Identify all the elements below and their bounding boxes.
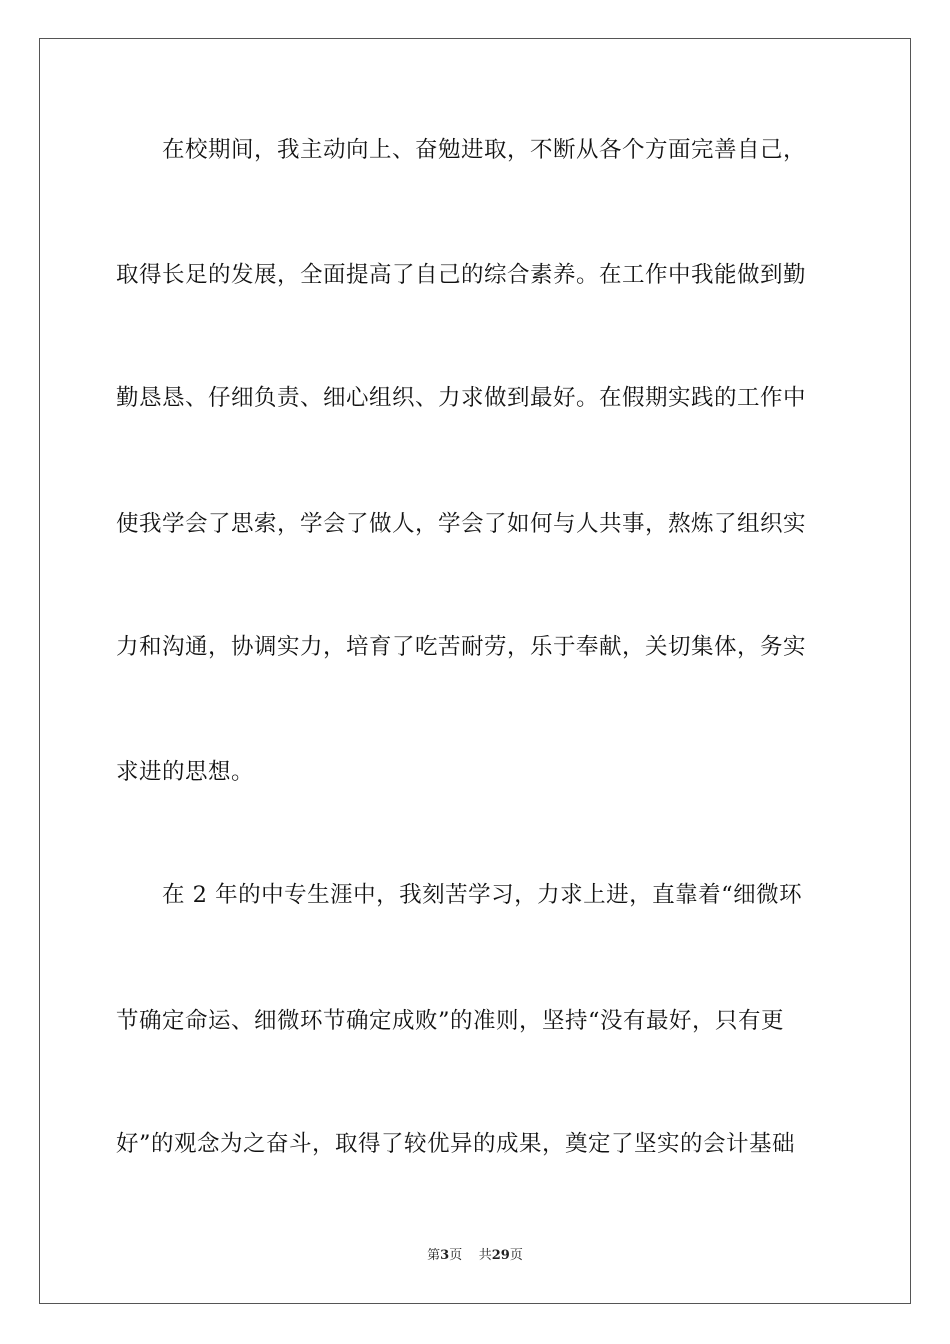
text-line: 在校期间，我主动向上、奋勉进取，不断从各个方面完善自己， bbox=[116, 137, 807, 163]
text-line: 好”的观念为之奋斗，取得了较优异的成果，奠定了坚实的会计基础 bbox=[116, 1131, 796, 1157]
text-line: 勤恳恳、仔细负责、细心组织、力求做到最好。在假期实践的工作中 bbox=[116, 385, 807, 411]
text-line: 使我学会了思索，学会了做人，学会了如何与人共事，熬炼了组织实 bbox=[116, 511, 807, 537]
footer-page-suffix: 页 bbox=[449, 1248, 463, 1263]
footer-page-prefix: 第 bbox=[427, 1248, 441, 1263]
text-line: 节确定命运、细微环节确定成败”的准则，坚持“没有最好，只有更 bbox=[116, 1008, 785, 1034]
footer-total-suffix: 页 bbox=[509, 1248, 523, 1263]
footer-total-prefix: 共 bbox=[478, 1248, 492, 1263]
text-line: 求进的思想。 bbox=[116, 759, 255, 785]
footer-page-number: 3 bbox=[440, 1248, 450, 1263]
footer-total-pages: 29 bbox=[491, 1248, 510, 1263]
page-footer bbox=[0, 1247, 950, 1265]
text-line: 在 2 年的中专生涯中，我刻苦学习，力求上进，直靠着“细微环 bbox=[116, 882, 803, 908]
text-line: 取得长足的发展，全面提高了自己的综合素养。在工作中我能做到勤 bbox=[116, 262, 807, 288]
page-border bbox=[39, 38, 911, 1304]
text-line: 力和沟通，协调实力，培育了吃苦耐劳，乐于奉献，关切集体，务实 bbox=[116, 634, 807, 660]
